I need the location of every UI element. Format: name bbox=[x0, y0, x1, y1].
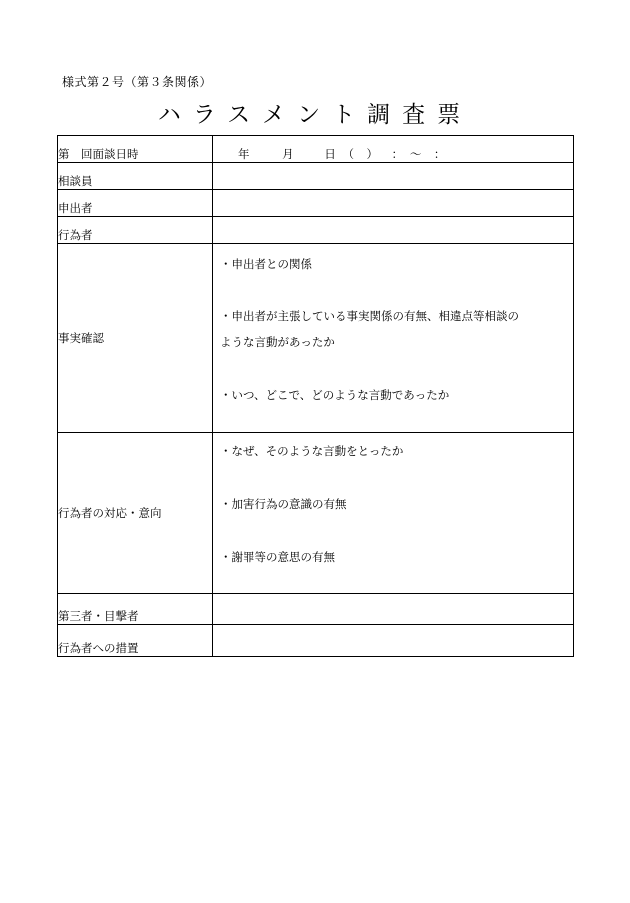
row-measures bbox=[58, 625, 574, 657]
row-applicant bbox=[58, 190, 574, 217]
fact-item-when-where: ・いつ、どこで、どのような言動であったか bbox=[220, 388, 450, 402]
applicant-label: 申出者 bbox=[58, 190, 213, 217]
month-label: 月 bbox=[282, 147, 295, 161]
response-item-why: ・なぜ、そのような言動をとったか bbox=[220, 444, 404, 458]
year-label: 年 bbox=[238, 147, 250, 161]
measures-field[interactable] bbox=[213, 625, 574, 657]
interview-datetime-field[interactable] bbox=[213, 136, 574, 163]
fact-item-claims-cont: ような言動があったか bbox=[220, 335, 335, 349]
day-label: 日 bbox=[324, 147, 337, 161]
actor-label: 行為者 bbox=[58, 217, 213, 244]
witness-label: 第三者・目撃者 bbox=[58, 594, 213, 625]
fact-check-label: 事実確認 bbox=[58, 244, 213, 433]
document-title: ハラスメント調査票 bbox=[157, 102, 473, 128]
fact-check-field[interactable] bbox=[213, 244, 574, 433]
counselor-label: 相談員 bbox=[58, 163, 213, 190]
row-witness bbox=[58, 594, 574, 625]
row-interview-datetime bbox=[58, 136, 574, 163]
row-fact-check bbox=[58, 244, 574, 433]
actor-field[interactable] bbox=[213, 217, 574, 244]
row-actor-response bbox=[58, 433, 574, 594]
counselor-field[interactable] bbox=[213, 163, 574, 190]
response-item-apology: ・謝罪等の意思の有無 bbox=[220, 550, 335, 564]
weekday-parens: （ ） bbox=[342, 147, 379, 161]
form-number: 様式第２号（第３条関係） bbox=[62, 75, 213, 89]
applicant-field[interactable] bbox=[213, 190, 574, 217]
measures-label: 行為者への措置 bbox=[58, 625, 213, 657]
fact-item-relationship: ・申出者との関係 bbox=[220, 257, 312, 271]
actor-response-field[interactable] bbox=[213, 433, 574, 594]
time-range: ： ～ ： bbox=[391, 147, 446, 161]
actor-response-label: 行為者の対応・意向 bbox=[58, 433, 213, 594]
row-actor bbox=[58, 217, 574, 244]
witness-field[interactable] bbox=[213, 594, 574, 625]
fact-item-claims: ・申出者が主張している事実関係の有無、相違点等相談の bbox=[220, 309, 519, 323]
harassment-investigation-form bbox=[57, 135, 574, 657]
row-counselor bbox=[58, 163, 574, 190]
interview-datetime-label: 第 回面談日時 bbox=[58, 136, 213, 163]
response-item-awareness: ・加害行為の意識の有無 bbox=[220, 497, 347, 511]
